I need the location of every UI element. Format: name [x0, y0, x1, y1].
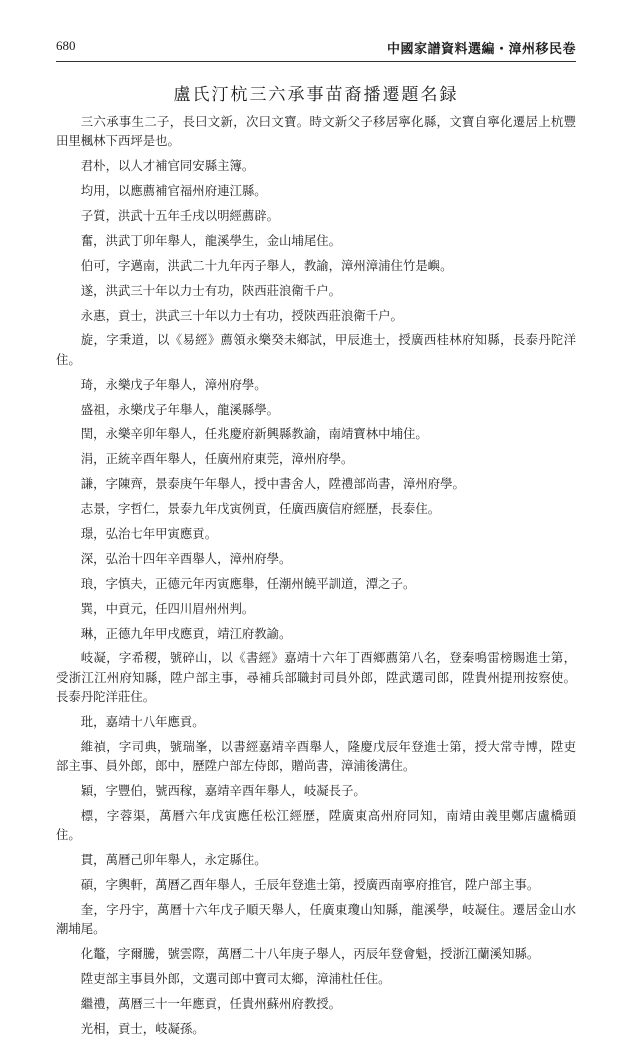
- paragraph: 陞吏部主事員外郎，文選司郎中寶司太鄉，漳浦杜任住。: [80, 970, 391, 986]
- paragraph: 巽，中貢元，任四川眉州州判。: [80, 600, 255, 616]
- paragraph: 旋，字秉道，以《易經》薦領永樂癸未鄉試，甲辰進士，授廣西桂林府知縣，長泰丹陀洋住。: [56, 332, 576, 367]
- paragraph: 謙，字陳齊，景泰庚午年舉人，授中書舍人，陞禮部尚書，漳州府學。: [80, 476, 465, 492]
- paragraph: 君朴，以人才補官同安縣主簿。: [80, 158, 255, 174]
- paragraph: 琅，字慎夫，正德元年丙寅應舉，任潮州饒平訓道，潭之子。: [80, 575, 416, 591]
- paragraph: 維禎，字司典，號瑞峯，以書經嘉靖辛酉舉人，隆慶戊辰年登進士第，授大常寺博，陞吏部主事、員外郎，郎中，歷陞户部左侍郎，贈尚書，漳浦後溝住。: [56, 738, 576, 774]
- paragraph: 奎，字丹宇，萬曆十六年戊子順天舉人，任廣東瓊山知縣，龍溪學，岐凝住。遷居金山水潮埔尾。: [56, 901, 576, 937]
- paragraph: 璟，弘治七年甲寅應貢。: [80, 525, 218, 541]
- paragraph: 穎，字豐伯，號西稼，嘉靖辛酉年舉人，岐凝長子。: [80, 782, 366, 798]
- paragraph: 三六承事生二子，長曰文新，次曰文寶。時文新父子移居寧化縣，文寶自寧化遷居上杭豐田里楓林下西坪是也。: [56, 114, 576, 149]
- paragraph: 繼禮，萬曆三十一年應貢，任貴州蘇州府教授。: [80, 995, 341, 1011]
- paragraph: 志景，字哲仁，景泰九年戊寅例貢，任廣西廣信府經歷，長泰住。: [80, 501, 441, 517]
- document-body: [56, 112, 576, 1044]
- paragraph: 涓，正統辛酉年舉人，任廣州府東莞，漳州府學。: [80, 451, 354, 467]
- paragraph: 琳，正德九年甲戌應貢，靖江府教諭。: [80, 625, 292, 641]
- paragraph: 光相，貢士，岐凝孫。: [80, 1020, 205, 1036]
- paragraph: 盛祖，永樂戊子年舉人，龍溪縣學。: [80, 401, 280, 417]
- paragraph: 閏，永樂辛卯年舉人，任兆慶府新興縣教諭，南靖寶林中埔住。: [80, 426, 428, 442]
- paragraph: 均用，以應薦補官福州府連江縣。: [80, 183, 267, 199]
- paragraph: 子質，洪武十五年壬戌以明經薦辟。: [80, 207, 280, 223]
- paragraph: 岐凝，字希稷，號碎山，以《書經》嘉靖十六年丁酉鄉薦第八名，登秦鳴雷榜賜進士第，受浙江江州府知縣，陞户部主事，尋補兵部職封司員外郎，陞武選司郎，陞貴州提刑按察使。長泰丹陀洋莊住。: [56, 650, 576, 704]
- paragraph: 玭，嘉靖十八年應貢。: [80, 713, 205, 729]
- paragraph: 深，弘治十四年辛酉舉人，漳州府學。: [80, 550, 292, 566]
- paragraph: 貫，萬曆己卯年舉人，永定縣住。: [80, 852, 267, 868]
- document-title: 盧氏汀杭三六承事苗裔播遷題名録: [173, 85, 459, 105]
- page-number: 680: [56, 38, 76, 53]
- paragraph: 標，字蓉渠，萬曆六年戊寅應任松江經歷，陞廣東高州府同知，南靖由義里鄭店盧橋頭住。: [56, 807, 576, 843]
- running-title: 中國家譜資料選編・漳州移民卷: [386, 42, 576, 57]
- paragraph: 奮，洪武丁卯年舉人，龍溪學生，金山埔尾住。: [80, 232, 341, 248]
- header-rule: [56, 61, 576, 62]
- paragraph: 伯可，字邁南，洪武二十九年丙子舉人，教諭，漳州漳浦住竹是嶼。: [80, 257, 453, 273]
- paragraph: 遂，洪武三十年以力士有功，陝西莊浪衛千户。: [80, 282, 341, 298]
- paragraph: 化鼇，字爾騰，號雲際，萬曆二十八年庚子舉人，丙辰年登會魁，授浙江蘭溪知縣。: [80, 946, 540, 962]
- paragraph: 碩，字輿軒，萬曆乙酉年舉人，壬辰年登進士第，授廣西南寧府推官，陞户部主事。: [80, 876, 540, 892]
- paragraph: 琦，永樂戊子年舉人，漳州府學。: [80, 376, 267, 392]
- paragraph: 永惠，貢士，洪武三十年以力士有功，授陝西莊浪衛千户。: [80, 307, 403, 323]
- page-header: [56, 38, 576, 58]
